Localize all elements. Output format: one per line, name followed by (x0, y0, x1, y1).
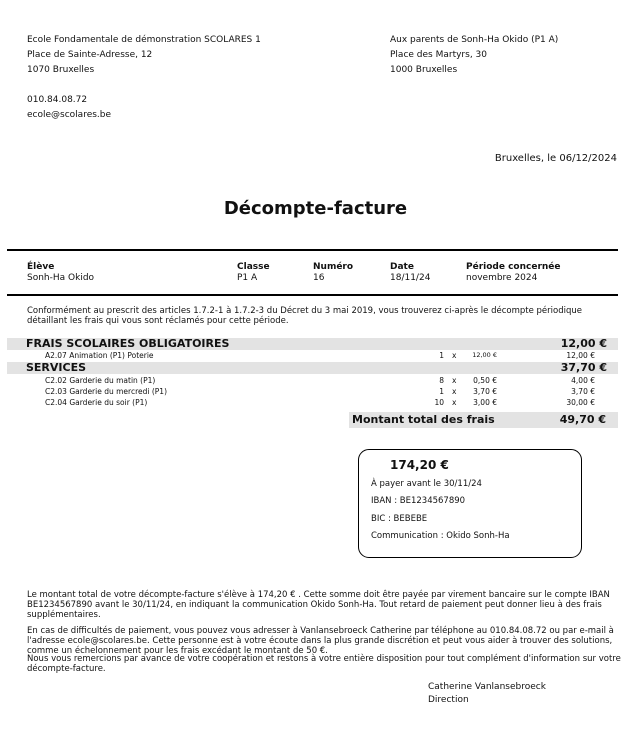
fee-label: C2.04 Garderie du soir (P1) (45, 398, 148, 407)
fee-qty: 10 (434, 398, 444, 407)
recipient-address (390, 33, 558, 78)
place-date: Bruxelles, le 06/12/2024 (494, 153, 617, 164)
fee-times: x (452, 387, 457, 396)
fee-unit-price: 12,00 € (472, 351, 497, 359)
fee-times: x (452, 398, 457, 407)
payment-due: À payer avant le 30/11/24 (371, 479, 482, 489)
grand-total-label: Montant total des frais (352, 413, 495, 426)
fee-line-total: 30,00 € (566, 398, 595, 407)
sender-street: Place de Sainte-Adresse, 12 (27, 50, 153, 60)
fee-line (0, 397, 631, 408)
classe-value: P1 A (237, 273, 258, 283)
section-title: FRAIS SCOLAIRES OBLIGATOIRES (26, 337, 230, 350)
date-value: 18/11/24 (390, 273, 431, 283)
sender-contact (27, 93, 111, 123)
fee-times: x (452, 351, 457, 360)
eleve-label: Élève (27, 262, 55, 272)
fee-qty: 8 (439, 376, 444, 385)
section-title: SERVICES (26, 361, 87, 374)
page-title: Décompte-facture (223, 198, 408, 219)
payment-bic: BIC : BEBEBE (371, 514, 428, 524)
date-label: Date (390, 262, 414, 272)
numero-label: Numéro (313, 262, 354, 272)
fee-line-total: 3,70 € (571, 387, 595, 396)
info-classe (237, 262, 270, 284)
info-date (390, 262, 430, 284)
fee-unit-price: 3,00 € (473, 398, 497, 407)
info-top-rule (7, 249, 618, 251)
eleve-value: Sonh-Ha Okido (27, 273, 95, 283)
fee-label: C2.02 Garderie du matin (P1) (45, 376, 156, 385)
difficulty-paragraph: En cas de difficultés de paiement, vous pouvez vous adresser à Vanlansebroeck Catherine par téléphone au 010.84.08.72 ou par e-mail à l'adresse ecole@scolares.be. Cette personne est à votre écoute dans la plus grande discrétion et peut vous aider à trouver des solutions, comme un échelonnement pour les frais excédant le montant de 50 €. (27, 626, 614, 656)
signature-role: Direction (428, 695, 469, 705)
fee-times: x (452, 376, 457, 385)
sender-address (27, 33, 261, 78)
sender-phone: 010.84.08.72 (27, 95, 88, 105)
numero-value: 16 (313, 273, 325, 283)
payment-iban: IBAN : BE1234567890 (371, 496, 466, 506)
signature-name: Catherine Vanlansebroeck (428, 682, 546, 692)
section-total: 37,70 € (560, 361, 607, 374)
info-bottom-rule (7, 294, 618, 296)
sender-email: ecole@scolares.be (27, 110, 112, 120)
thanks-paragraph: Nous vous remercions par avance de votre coopération et restons à votre entière disposition pour tout complément d'information sur votre décompte-facture. (27, 654, 621, 674)
recipient-city: 1000 Bruxelles (390, 65, 458, 75)
fee-qty: 1 (439, 387, 444, 396)
fee-label: A2.07 Animation (P1) Poterie (45, 351, 154, 360)
fee-line (0, 350, 631, 361)
info-periode (466, 262, 561, 284)
payment-paragraph: Le montant total de votre décompte-facture s'élève à 174,20 € . Cette somme doit être payée par virement bancaire sur le compte IBAN BE1234567890 avant le 30/11/24, en indiquant la communication Okido Sonh-Ha. Tout retard de paiement peut donner lieu à des frais supplémentaires. (27, 590, 610, 620)
fee-label: C2.03 Garderie du mercredi (P1) (45, 387, 167, 396)
grand-total-value: 49,70 € (559, 413, 606, 426)
fee-line (0, 386, 631, 397)
payment-amount: 174,20 € (390, 458, 449, 472)
recipient-name: Aux parents de Sonh-Ha Okido (P1 A) (390, 35, 559, 45)
section-total: 12,00 € (560, 337, 607, 350)
info-numero (313, 262, 353, 284)
fee-line-total: 12,00 € (566, 351, 595, 360)
info-eleve (27, 262, 94, 284)
classe-label: Classe (237, 262, 270, 272)
periode-value: novembre 2024 (466, 273, 538, 283)
fee-line (0, 375, 631, 386)
section-bar (7, 362, 618, 374)
periode-label: Période concernée (466, 262, 561, 272)
sender-city: 1070 Bruxelles (27, 65, 95, 75)
payment-communication: Communication : Okido Sonh-Ha (371, 531, 510, 541)
fee-qty: 1 (439, 351, 444, 360)
fee-unit-price: 0,50 € (473, 376, 497, 385)
intro-text: Conformément au prescrit des articles 1.7.2-1 à 1.7.2-3 du Décret du 3 mai 2019, vous trouverez ci-après le décompte périodique détaillant les frais qui vous sont réclamés pour cette période. (27, 306, 582, 326)
fee-unit-price: 3,70 € (473, 387, 497, 396)
recipient-street: Place des Martyrs, 30 (390, 50, 487, 60)
sender-name: Ecole Fondamentale de démonstration SCOLARES 1 (27, 35, 261, 45)
fee-line-total: 4,00 € (571, 376, 595, 385)
